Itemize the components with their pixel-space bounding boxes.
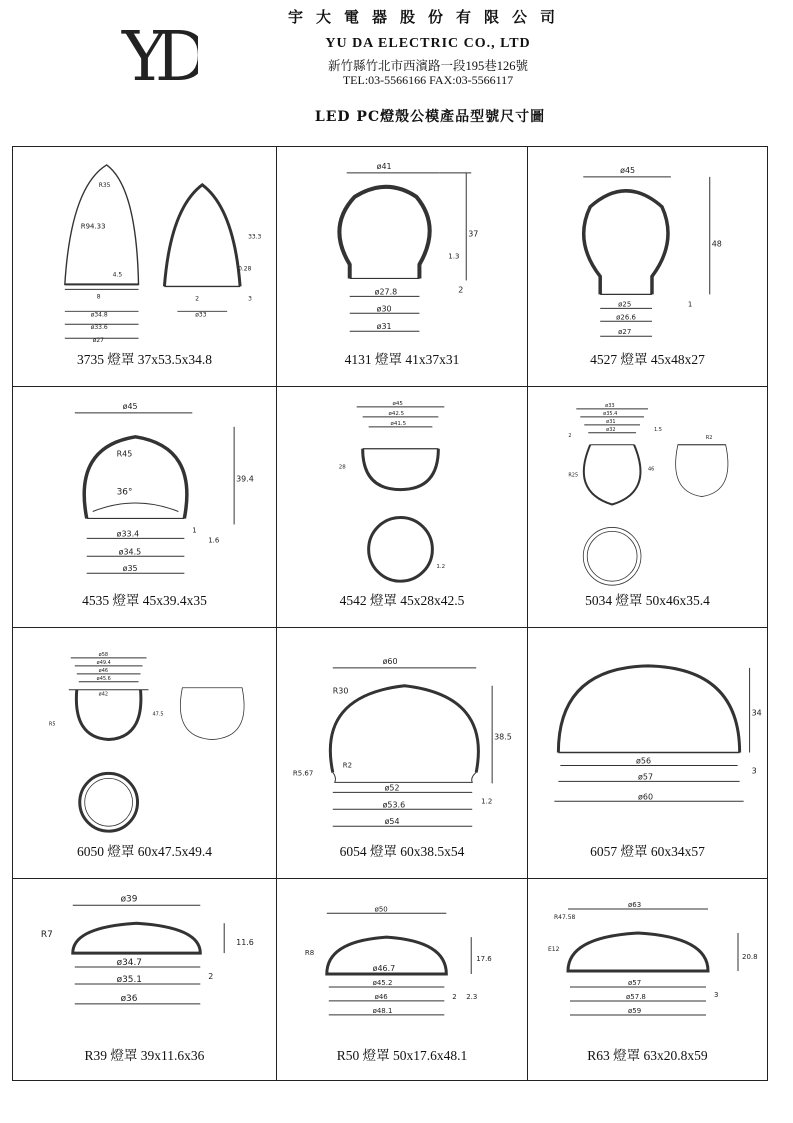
dim-label: ø49.4 [96, 659, 111, 666]
dim-label: ø34.8 [90, 311, 108, 319]
dim-label: R7 [40, 930, 53, 941]
product-cell-4535 [13, 387, 277, 628]
company-contact: TEL:03-5566166 FAX:03-5566117 [342, 73, 514, 87]
dim-label: 1.3 [448, 252, 460, 261]
company-name-chinese: 宇大電器股份有限公司 [287, 8, 568, 26]
dim-label: ø45.6 [96, 675, 111, 682]
dim-label: ø59 [628, 1007, 642, 1015]
dim-label: ø34.7 [116, 958, 143, 969]
product-caption: 4535 燈罩 45x39.4x35 [82, 593, 207, 608]
product-cell-4542 [277, 387, 528, 628]
dim-label: E12 [548, 946, 560, 953]
product-caption: R50 燈罩 50x17.6x48.1 [336, 1048, 468, 1063]
dim-label: ø54 [384, 817, 400, 827]
dim-label: ø35.1 [116, 974, 143, 985]
dim-label: ø30 [376, 304, 392, 314]
dim-label: 1.2 [436, 564, 446, 571]
dim-label: ø48.1 [372, 1006, 393, 1015]
dim-label: ø60 [382, 656, 398, 666]
dim-label: ø41 [376, 161, 392, 171]
dim-label: R94.33 [80, 222, 106, 231]
dim-label: ø63 [628, 901, 642, 909]
dim-label: R2 [705, 434, 713, 441]
product-cell-r50 [277, 879, 528, 1080]
product-cell-6050 [13, 628, 277, 879]
dim-label: 2 [452, 992, 457, 1001]
dim-label: ø27.8 [374, 287, 398, 297]
dim-label: ø58 [98, 651, 109, 658]
dim-label: ø45 [620, 165, 636, 175]
product-caption: 3735 燈罩 37x53.5x34.8 [77, 352, 212, 367]
dim-label: 2 [208, 972, 214, 982]
dim-label: ø41.5 [390, 420, 407, 427]
dim-label: ø33.6 [90, 324, 108, 332]
dim-label: R2 [342, 761, 353, 770]
product-cell-6054 [277, 628, 528, 879]
logo-text: YD [122, 20, 198, 86]
dim-label: R5.67 [292, 769, 314, 778]
page-title: LED PC燈殼公模產品型號尺寸圖 [314, 109, 546, 125]
dim-label: 3 [751, 766, 757, 776]
dim-label: 2 [568, 432, 572, 439]
dim-label: R45 [116, 449, 133, 459]
product-caption: 4542 燈罩 45x28x42.5 [339, 593, 465, 608]
dim-label: 3 [714, 991, 719, 999]
dim-label: ø26.6 [616, 313, 636, 322]
dim-label: ø56 [636, 756, 652, 766]
dim-label: 20.8 [742, 953, 758, 961]
product-caption: 5034 燈罩 50x46x35.4 [585, 593, 710, 608]
dim-label: 1 [687, 300, 693, 309]
dim-label: ø35.4 [603, 410, 618, 417]
dim-label: ø34.5 [118, 547, 142, 557]
product-caption: 6054 燈罩 60x38.5x54 [339, 844, 465, 859]
dim-label: R25 [568, 472, 579, 479]
dim-label: 47.5 [152, 711, 164, 718]
dim-label: ø36 [120, 993, 138, 1004]
dim-label: ø42 [98, 691, 109, 698]
dim-label: ø25 [618, 300, 632, 309]
dim-label: R5 [48, 721, 56, 728]
dim-label: 39.4 [236, 474, 254, 484]
dim-label: ø45.2 [372, 978, 393, 987]
dim-label: 48 [711, 239, 722, 249]
dim-label: ø35 [122, 564, 138, 574]
dim-label: ø50 [374, 905, 388, 914]
dim-label: R30 [332, 686, 349, 696]
company-address: 新竹縣竹北市西濱路一段195巷126號 [327, 59, 528, 73]
dim-label: ø46 [374, 992, 388, 1001]
dim-label: ø53.6 [382, 800, 406, 810]
dim-label: 37 [468, 229, 479, 239]
product-cell-r39 [13, 879, 277, 1080]
product-caption: 6057 燈罩 60x34x57 [590, 844, 705, 859]
product-cell-5034 [528, 387, 767, 628]
dim-label: ø39 [120, 894, 138, 905]
dim-label: 33.3 [248, 233, 262, 241]
dim-label: ø57.8 [626, 993, 646, 1001]
dim-label: R35 [98, 181, 111, 189]
dim-label: 38.5 [494, 732, 512, 742]
dim-label: ø52 [384, 783, 400, 793]
dim-label: ø27 [618, 328, 632, 337]
product-caption: R39 燈罩 39x11.6x36 [84, 1048, 205, 1063]
dim-label: ø57 [628, 979, 642, 987]
dim-label: 1.6 [208, 536, 220, 545]
dim-label: 2.3 [466, 992, 478, 1001]
dim-label: ø60 [638, 792, 654, 802]
dim-label: 36° [116, 487, 133, 498]
dim-label: ø45 [122, 401, 138, 411]
dim-label: ø31 [606, 418, 616, 425]
company-logo [120, 20, 198, 86]
dim-label: 4.5 [112, 271, 123, 279]
dim-label: R8 [304, 949, 315, 958]
dim-label: ø57 [638, 772, 654, 782]
dim-label: ø32 [606, 426, 616, 433]
product-cell-3735 [13, 147, 277, 387]
dim-label: ø42.5 [388, 410, 405, 417]
dim-label: 1 [192, 526, 197, 535]
dim-label: 2 [195, 295, 200, 303]
dim-label: ø31 [376, 322, 392, 332]
dim-label: ø33.4 [116, 529, 140, 539]
dim-label: R47.58 [554, 914, 576, 921]
dim-label: 2 [458, 285, 464, 295]
product-cell-4527 [528, 147, 767, 387]
dim-label: ø27 [92, 337, 104, 345]
dim-label: 11.6 [236, 938, 254, 948]
dim-label: ø33 [195, 311, 207, 319]
product-grid [12, 146, 768, 1081]
product-caption: 4131 燈罩 41x37x31 [344, 352, 460, 367]
dim-label: 34 [751, 708, 762, 718]
dim-label: 1.2 [481, 797, 493, 806]
dim-label: 17.6 [476, 955, 492, 964]
dim-label: 46 [647, 466, 655, 473]
product-caption: 6050 燈罩 60x47.5x49.4 [77, 844, 212, 859]
dim-label: 1.5 [653, 426, 662, 433]
dim-label: 3 [248, 295, 252, 303]
dim-label: 8 [96, 293, 101, 301]
dim-label: ø46.7 [372, 964, 396, 974]
product-caption: 4527 燈罩 45x48x27 [590, 352, 705, 367]
dim-label: ø45 [392, 400, 403, 407]
dim-label: ø46 [98, 667, 109, 674]
dim-label: ø33 [605, 402, 615, 409]
product-cell-4131 [277, 147, 528, 387]
dim-label: 28 [338, 464, 346, 471]
dim-label: 0.28 [238, 265, 252, 273]
product-cell-r63 [528, 879, 767, 1080]
product-cell-6057 [528, 628, 767, 879]
company-name-english: YU DA ELECTRIC CO., LTD [325, 36, 531, 51]
product-caption: R63 燈罩 63x20.8x59 [587, 1048, 708, 1063]
